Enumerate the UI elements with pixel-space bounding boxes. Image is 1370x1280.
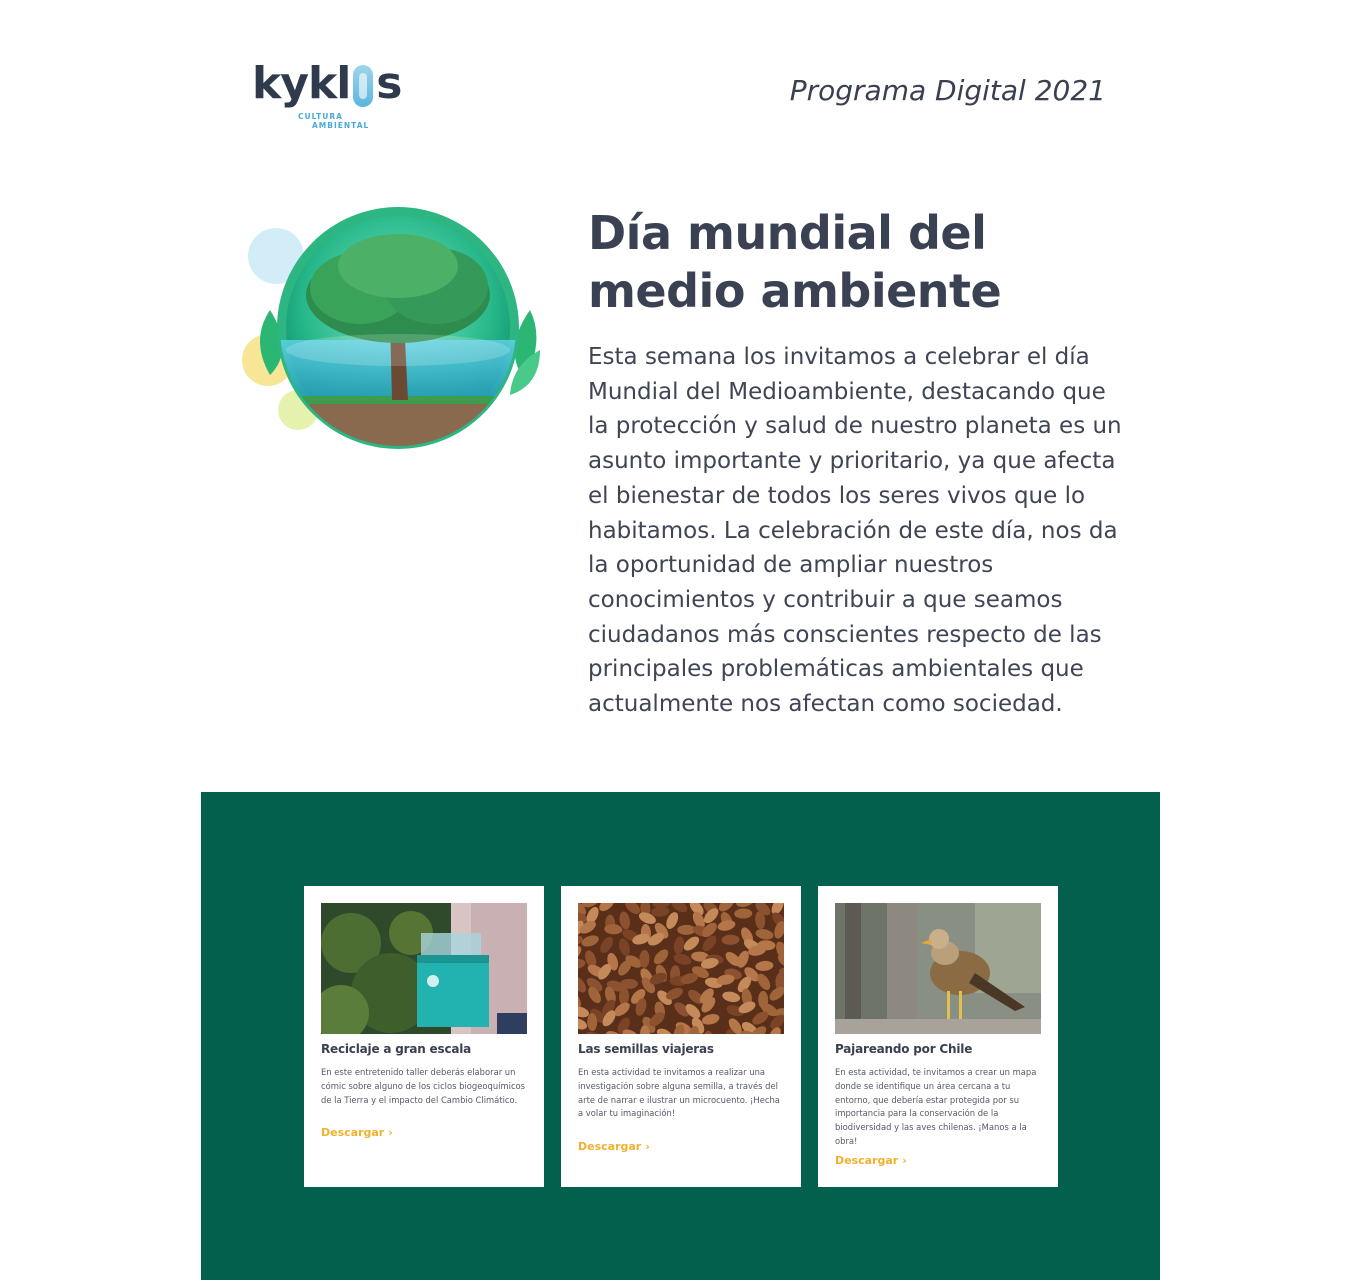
download-label: Descargar [835,1154,899,1167]
chevron-right-icon: › [645,1140,650,1153]
download-link[interactable] [835,1154,907,1167]
logo-sub-line2: AMBIENTAL [312,121,370,130]
download-link[interactable] [578,1140,650,1153]
seeds-photo [578,903,784,1034]
kyklos-logo[interactable] [252,56,402,132]
activities-band [201,792,1160,1280]
card-text: En esta actividad te invitamos a realizar una investigación sobre alguna semilla, a través del arte de narrar e ilustrar un microcuento. ¡Hecha a volar tu imaginación! [578,1067,780,1119]
logo-o-icon [353,65,373,107]
activity-card-recycling [304,886,544,1187]
activity-card-seeds [561,886,801,1187]
chevron-right-icon: › [388,1126,393,1139]
logo-word-left: kykl [252,58,351,109]
card-title: Pajareando por Chile [835,1042,973,1056]
download-link[interactable] [321,1126,393,1139]
tree-globe-illustration [240,200,545,460]
card-title: Reciclaje a gran escala [321,1042,472,1056]
download-label: Descargar [578,1140,642,1153]
download-label: Descargar [321,1126,385,1139]
hero-title [588,204,1048,320]
recycling-box-photo [321,903,527,1034]
program-label: Programa Digital 2021 [789,74,1106,107]
card-title: Las semillas viajeras [578,1042,714,1056]
logo-wordmark [252,56,402,112]
card-text: En este entretenido taller deberás elaborar un cómic sobre alguno de los ciclos biogeoquímicos de la Tierra y el impacto del Cambio Climático. [321,1067,526,1105]
card-text: En esta actividad, te invitamos a crear un mapa donde se identifique un área cercana a tu entorno, que debería estar protegida por su importancia para la conservación de la biodiversidad y las aves chilenas. ¡Manos a la obra! [835,1067,1037,1146]
logo-subtitle [298,112,378,130]
logo-word-right: s [376,58,402,109]
activity-card-birds [818,886,1058,1187]
hero-title-line2: medio ambiente [588,264,1002,318]
chevron-right-icon: › [902,1154,907,1167]
hero-body: Esta semana los invitamos a celebrar el día Mundial del Medioambiente, destacando que la protección y salud de nuestro planeta es un asunto importante y prioritario, ya que afecta el bienestar de todos los seres vivos que lo habitamos. La celebración de este día, nos da la oportunidad de ampliar nuestros conocimientos y contribuir a que seamos ciudadanos más conscientes respecto de las principales problemáticas ambientales que actualmente nos afectan como sociedad. [588,344,1122,718]
logo-sub-line1: CULTURA [298,112,343,121]
bird-photo [835,903,1041,1034]
tree-globe-icon [240,200,545,460]
hero-title-line1: Día mundial del [588,206,987,260]
